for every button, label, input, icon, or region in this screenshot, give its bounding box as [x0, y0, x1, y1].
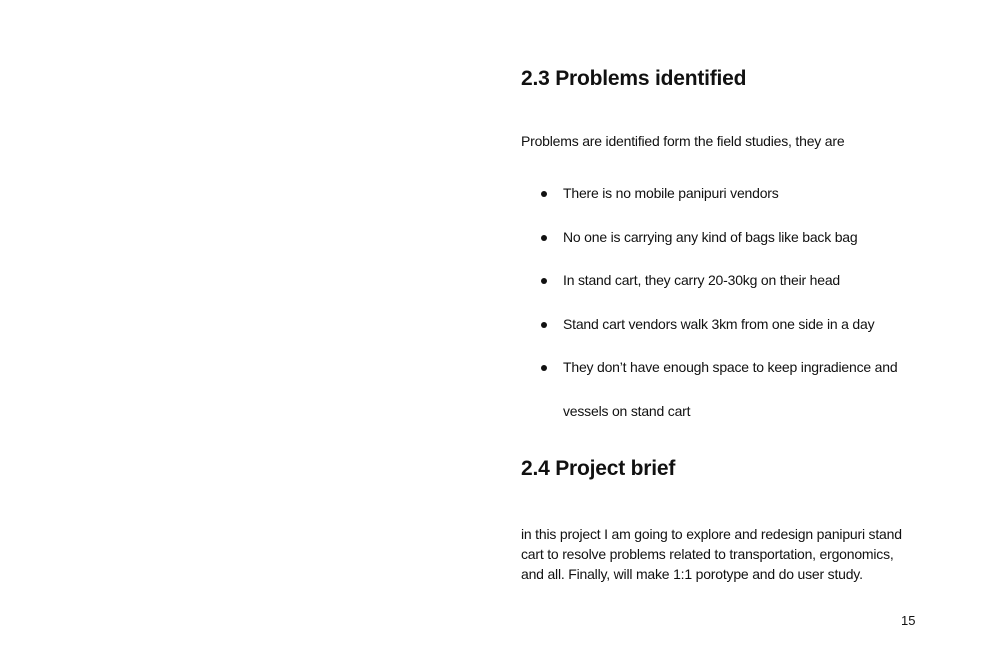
bullet-text: In stand cart, they carry 20-30kg on their head — [563, 272, 840, 288]
problems-heading: 2.3 Problems identified — [521, 67, 747, 90]
problems-intro-text: Problems are identified form the field studies, they are — [521, 133, 845, 149]
bullet-text: There is no mobile panipuri vendors — [563, 185, 779, 201]
bullet-text: No one is carrying any kind of bags like back bag — [563, 229, 858, 245]
paragraph-line: and all. Finally, will make 1:1 porotype and do user study. — [521, 566, 863, 582]
bullet-text: Stand cart vendors walk 3km from one side in a day — [563, 316, 875, 332]
bullet-continuation-text: vessels on stand cart — [563, 403, 691, 419]
bullet-icon — [541, 278, 547, 284]
right-page — [500, 0, 1000, 667]
bullet-text: They don’t have enough space to keep ingradience and — [563, 359, 898, 375]
paragraph-line: in this project I am going to explore and redesign panipuri stand — [521, 526, 902, 542]
page-number: 15 — [901, 613, 916, 628]
project-brief-paragraph — [521, 524, 921, 584]
project-brief-heading: 2.4 Project brief — [521, 457, 676, 480]
bullet-icon — [541, 191, 547, 197]
bullet-icon — [541, 365, 547, 371]
bullet-icon — [541, 235, 547, 241]
bullet-icon — [541, 322, 547, 328]
paragraph-line: cart to resolve problems related to transportation, ergonomics, — [521, 546, 894, 562]
